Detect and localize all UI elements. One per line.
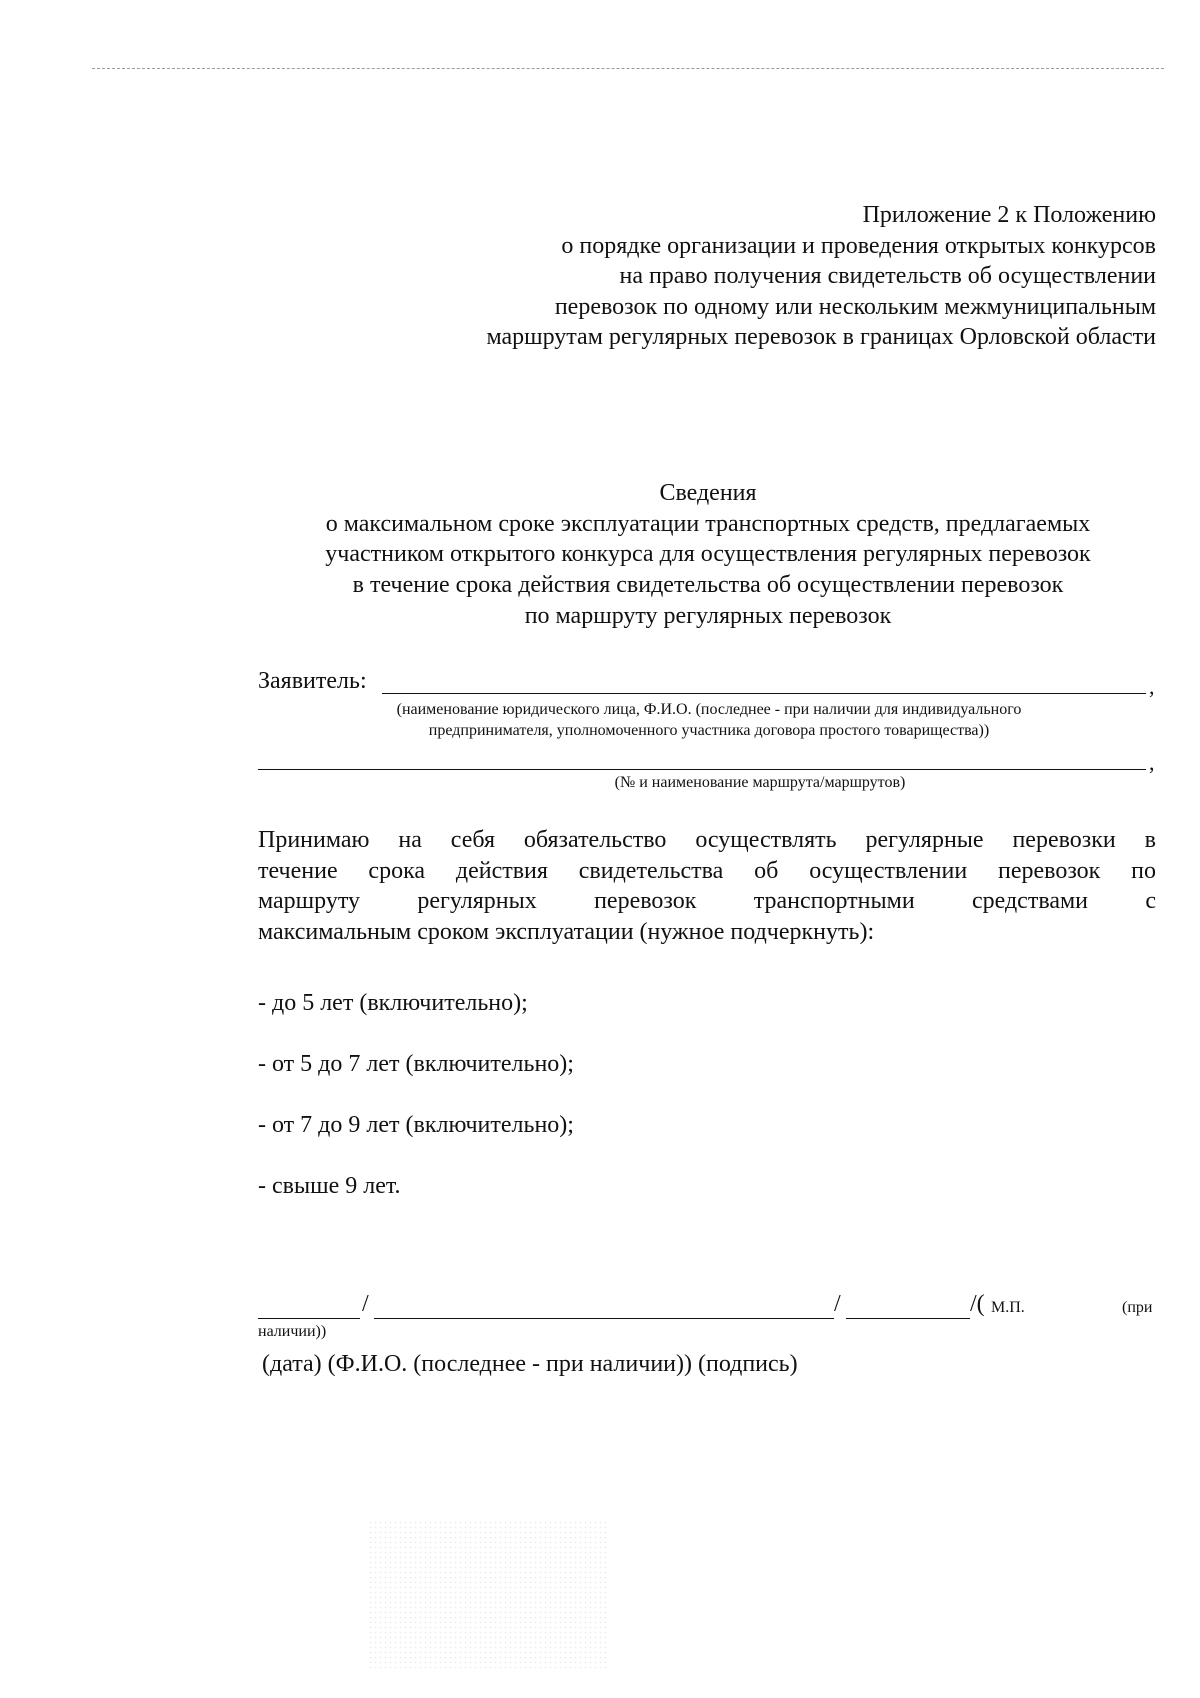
obligation-line: течение срока действия свидетельства об осуществлении перевозок по [258,857,1156,884]
obligation-line: максимальным сроком эксплуатации (нужное подчеркнуть): [258,918,875,945]
title-line: в течение срока действия свидетельства об осуществлении перевозок [352,572,1064,599]
header-line: маршрутам регулярных перевозок в границах Орловской области [486,324,1156,351]
signature-slash-paren: /( [970,1291,985,1317]
signature-slash: / [834,1291,841,1317]
header-line: Приложение 2 к Положению [862,202,1156,228]
signature-input-line[interactable] [846,1318,970,1319]
stamp-note-end: наличии)) [258,1323,327,1340]
title-line: участником открытого конкурса для осуществления регулярных перевозок [325,541,1091,568]
title-line: о максимальном сроке эксплуатации транспортных средств, предлагаемых [325,510,1091,537]
option-5-to-7-years[interactable]: - от 5 до 7 лет (включительно); [258,1051,574,1077]
header-line: на право получения свидетельств об осуществлении [619,263,1156,290]
signature-slash: / [362,1291,369,1317]
route-input-line[interactable] [258,769,1146,770]
appendix-header [356,200,1156,353]
header-line: о порядке организации и проведения открытых конкурсов [561,232,1156,259]
route-note: (№ и наименование маршрута/маршрутов) [614,774,906,791]
stamp-mark-label: М.П. [991,1299,1025,1316]
option-up-to-5-years[interactable]: - до 5 лет (включительно); [258,990,528,1016]
obligation-paragraph [258,825,1156,947]
option-over-9-years[interactable]: - свыше 9 лет. [258,1173,401,1199]
scan-edge-line [92,68,1164,69]
obligation-line: маршруту регулярных перевозок транспортными средствами с [258,888,1156,914]
applicant-note-line-2: предпринимателя, уполномоченного участника договора простого товарищества)) [428,722,990,739]
route-comma: , [1149,750,1155,775]
document-title [258,478,1158,632]
applicant-comma: , [1149,674,1155,699]
option-7-to-9-years[interactable]: - от 7 до 9 лет (включительно); [258,1112,574,1138]
fio-input-line[interactable] [374,1318,834,1319]
scan-noise [368,1520,608,1670]
signature-captions: (дата) (Ф.И.О. (последнее - при наличии)) (подпись) [262,1351,798,1377]
date-input-line[interactable] [258,1318,360,1319]
applicant-input-line[interactable] [382,693,1146,694]
stamp-note-start: (при [1122,1299,1153,1316]
title-heading: Сведения [659,480,757,506]
header-line: перевозок по одному или нескольким межмуниципальным [554,293,1156,320]
applicant-note-line-1: (наименование юридического лица, Ф.И.О. (последнее - при наличии для индивидуального [396,701,1022,718]
obligation-line: Принимаю на себя обязательство осуществлять регулярные перевозки в [258,827,1156,853]
applicant-label: Заявитель: [258,668,367,694]
title-line: по маршруту регулярных перевозок [524,602,892,629]
